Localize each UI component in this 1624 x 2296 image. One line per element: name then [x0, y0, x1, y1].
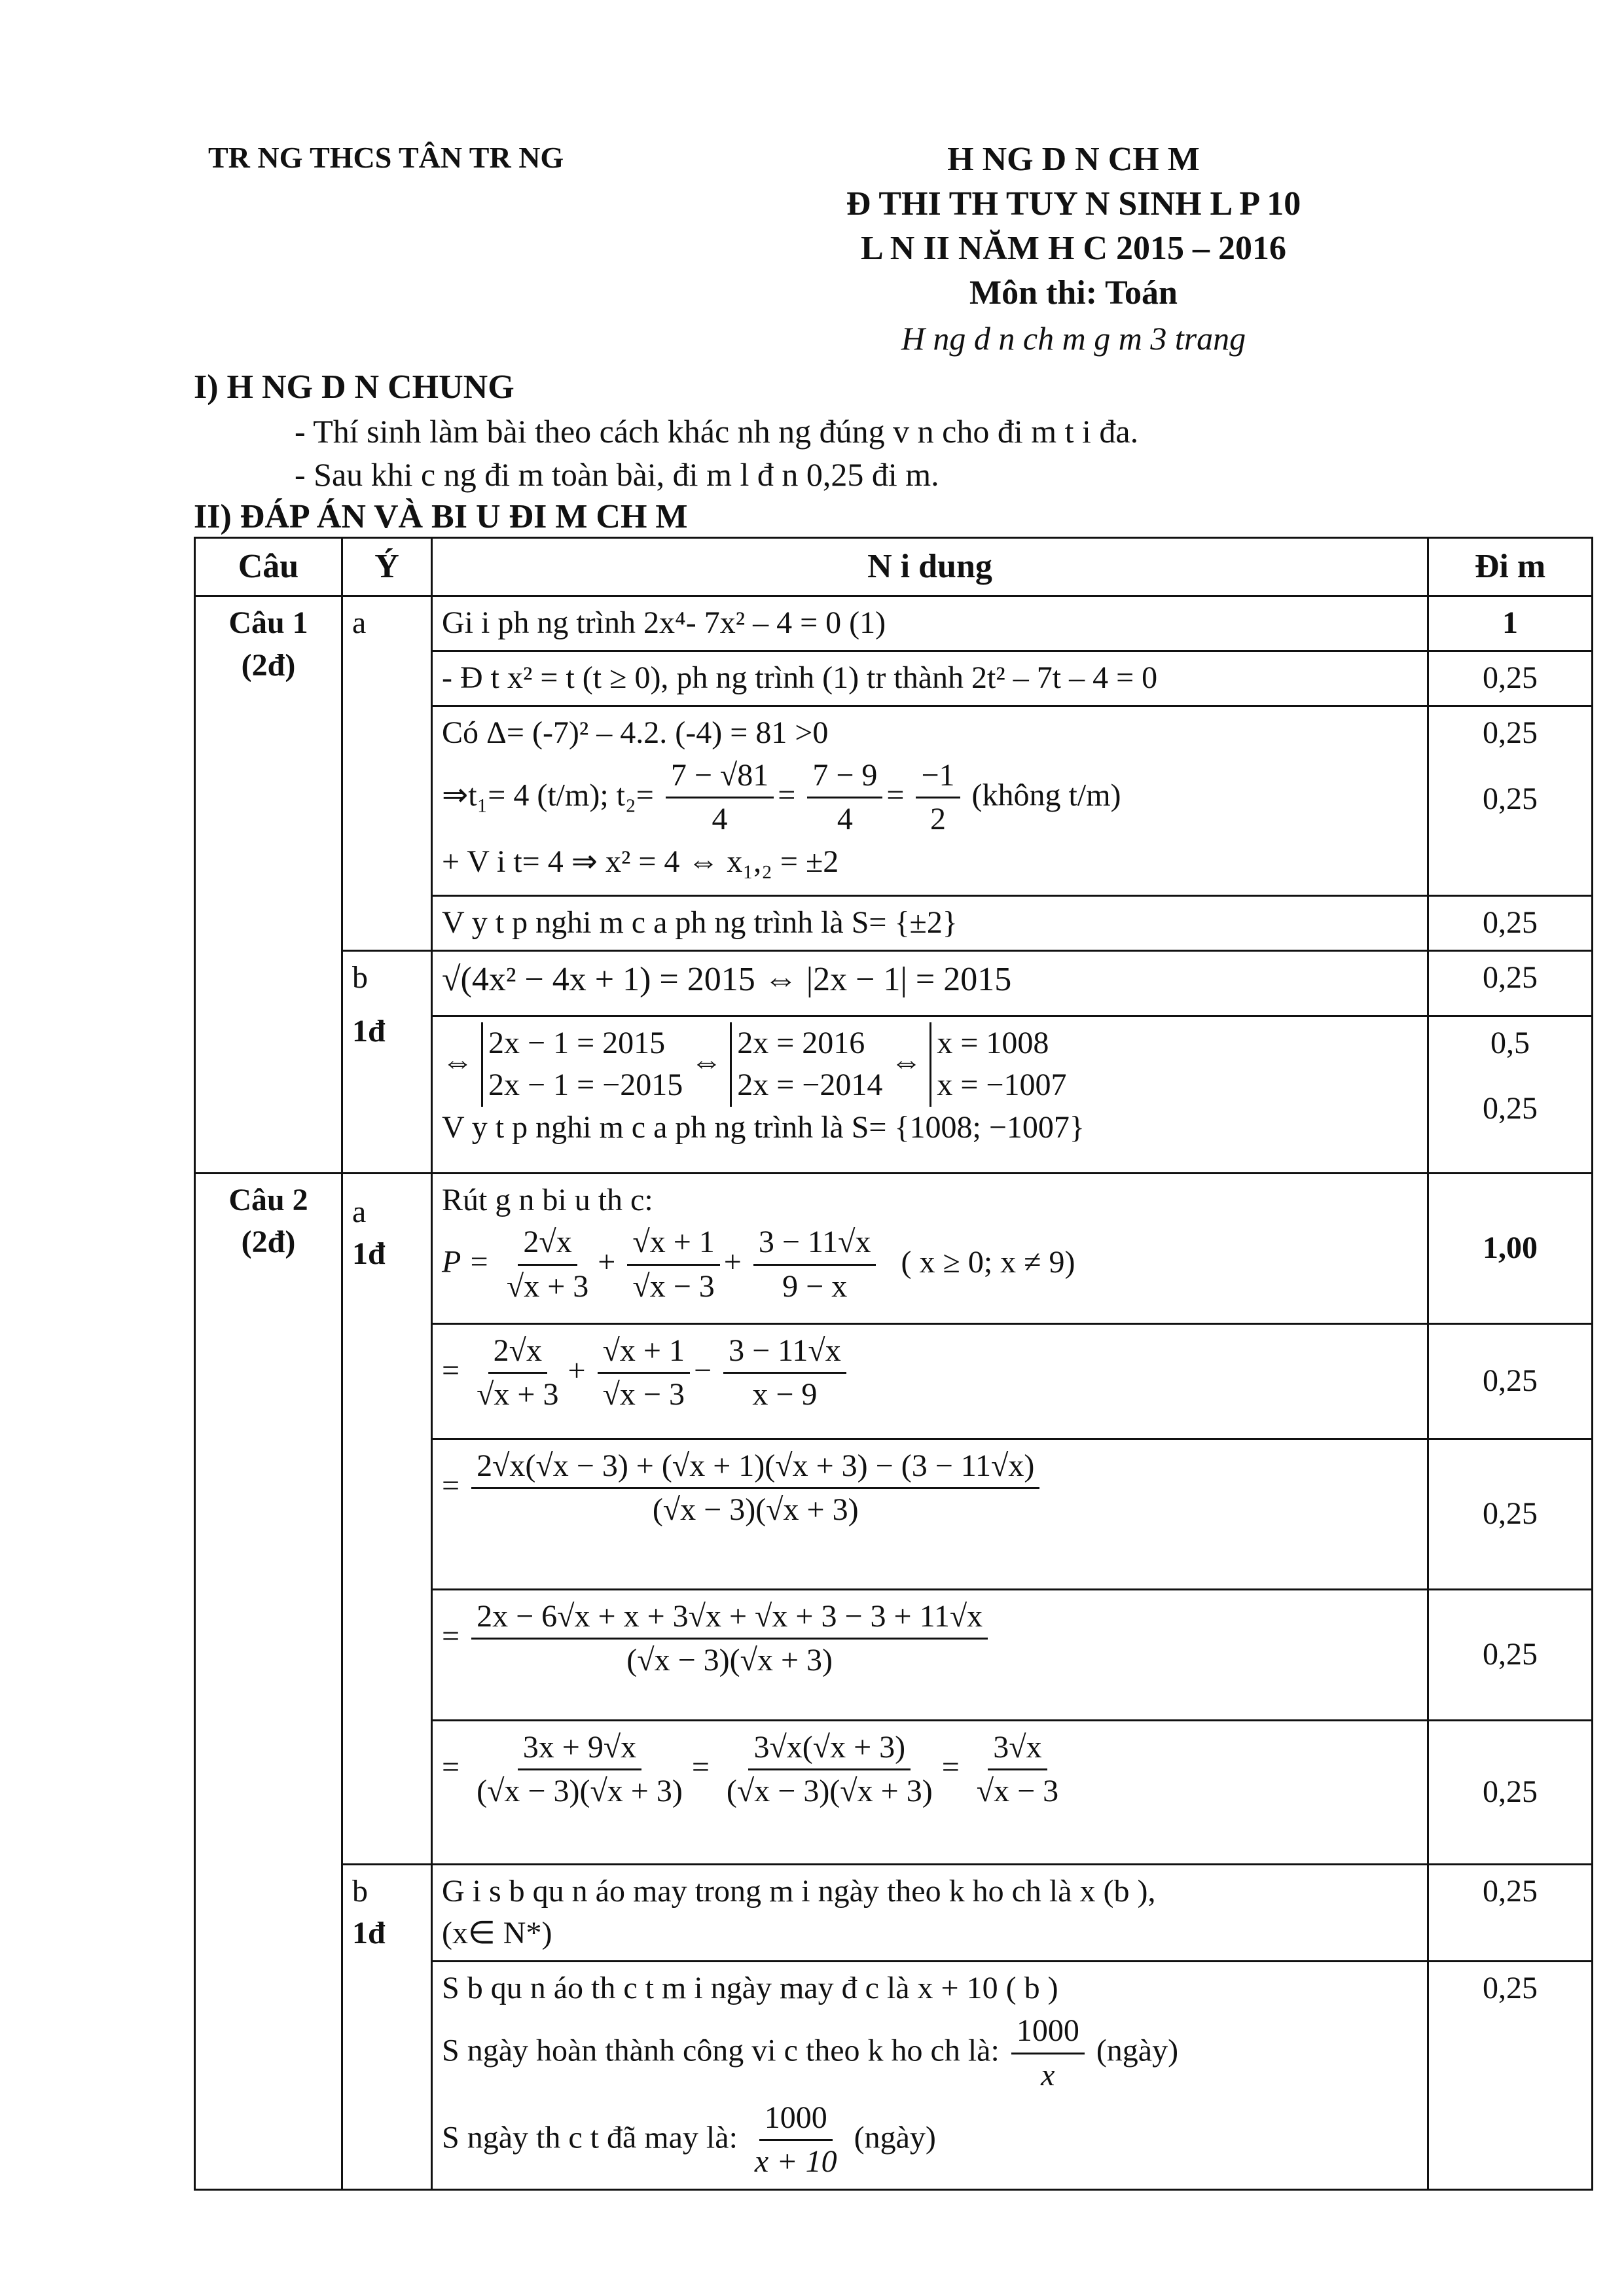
fraction [471, 1330, 564, 1417]
unit-days: (ngày) [1096, 2033, 1179, 2068]
row-points: 0,25 [1428, 950, 1593, 1016]
denominator: x [1041, 2057, 1055, 2092]
points-value: 0,5 [1490, 1025, 1530, 1060]
denominator: x − 9 [752, 1377, 818, 1412]
row-content [432, 1439, 1428, 1589]
delta-line: Có Δ= (-7)² – 4.2. (-4) = 81 >0 [442, 715, 829, 750]
row-content [432, 1173, 1428, 1323]
row-content [432, 1016, 1428, 1173]
table-row [195, 596, 1593, 651]
points-value: 0,25 [1483, 781, 1538, 816]
numerator: 2x − 6√x + x + 3√x + √x + 3 − 3 + 11√x [471, 1596, 988, 1640]
unit-days: (ngày) [854, 2119, 936, 2155]
row-content: Gi i ph ng trình 2x⁴- 7x² – 4 = 0 (1) [432, 596, 1428, 651]
actual-per-day-line: S b qu n áo th c t m i ngày may đ c là x + 10 ( b ) [442, 1971, 1058, 2006]
row-content: - Đ t x² = t (t ≥ 0), ph ng trình (1) tr thành 2t² – 7t – 4 = 0 [432, 651, 1428, 706]
numerator: 3x + 9√x [518, 1727, 641, 1771]
cau-1-label: Câu 1 [228, 605, 308, 641]
numerator: 1000 [1011, 2010, 1085, 2054]
row-points: 0,25 [1428, 1864, 1593, 1962]
table-row [195, 1173, 1593, 1323]
table-row [195, 1864, 1593, 1962]
header-noi-dung: N i dung [432, 538, 1428, 596]
numerator: 7 − 9 [807, 755, 882, 799]
cau-1-y-b [342, 950, 432, 1173]
fraction [749, 2097, 842, 2184]
fraction [471, 1596, 988, 1683]
fraction [721, 1727, 938, 1814]
roots-prefix: ⇒t₁= 4 (t/m); t₂= [442, 777, 654, 812]
denominator: √x + 3 [506, 1269, 589, 1304]
solution-set-line: V y t p nghi m c a ph ng trình là S= {1008; −1007} [442, 1110, 1085, 1145]
row-content [432, 1962, 1428, 2190]
row-content [432, 1589, 1428, 1720]
cau-1-y-a: a [342, 596, 432, 950]
denominator: x + 10 [754, 2144, 837, 2179]
row-points: 0,25 [1428, 895, 1593, 950]
row-points [1428, 706, 1593, 895]
denominator: 4 [837, 802, 853, 837]
row-points: 1 [1428, 596, 1593, 651]
header-cau: Câu [195, 538, 342, 596]
numerator: 3√x(√x + 3) [748, 1727, 911, 1771]
case-line: 2x − 1 = 2015 [488, 1025, 666, 1060]
fraction [666, 755, 774, 842]
actual-days-text: S ngày th c t đã may là: [442, 2119, 738, 2155]
row-content [432, 1864, 1428, 1962]
denominator: (√x − 3)(√x + 3) [652, 1492, 859, 1528]
fraction [471, 1727, 688, 1814]
case-line: 2x = 2016 [737, 1025, 865, 1060]
row-content: √(4x² − 4x + 1) = 2015 ⇔ |2x − 1| = 2015 [432, 950, 1428, 1016]
planned-days-line [442, 2010, 1418, 2097]
denominator: √x − 3 [632, 1269, 715, 1304]
denominator: √x + 3 [477, 1377, 559, 1412]
header-diem: Đi m [1428, 538, 1593, 596]
row-points: 0,25 [1428, 1720, 1593, 1864]
denominator: (√x − 3)(√x + 3) [626, 1643, 833, 1678]
fraction [627, 1221, 719, 1308]
step-expression: = $\frac{3x + 9√x}{(√x - 3)(√x + 3)}$ = $\frac{3√x(√x + 3)}{(√x - 3)(√x + 3)}$ = $\frac{3√x}{√x - 3}$ [442, 1727, 1418, 1814]
cau-2-cell [195, 1173, 342, 2190]
y-label: b [352, 1873, 368, 1909]
cau-1-cell [195, 596, 342, 1173]
row-content [432, 1323, 1428, 1439]
general-note-2: - Sau khi c ng đi m toàn bài, đi m l đ n 0,25 đi m. [295, 456, 939, 493]
numerator: 7 − √81 [666, 755, 774, 799]
doc-title: H NG D N CH M [947, 141, 1200, 178]
numerator: 2√x [488, 1330, 547, 1374]
school-name: TR NG THCS TÂN TR NG [208, 141, 564, 174]
condition-line: (x∈ N*) [442, 1916, 552, 1951]
case-system: ⇔ 2x − 1 = 2015 2x − 1 = −2015 ⇔ 2x = 2016 2x = −2014 ⇔ x = 1008 x = −1007 [442, 1022, 1418, 1107]
fraction [916, 755, 960, 842]
exam-title: Đ THI TH TUY N SINH L P 10 [846, 185, 1301, 223]
points-value: 0,25 [1483, 715, 1538, 750]
cau-2-points: (2đ) [241, 1225, 296, 1260]
fraction [471, 1445, 1039, 1532]
planned-days-text: S ngày hoàn thành công vi c theo k ho ch là: [442, 2033, 1000, 2068]
points-value: 0,25 [1483, 1091, 1538, 1126]
denominator: √x − 3 [976, 1774, 1059, 1809]
numerator: 3 − 11√x [753, 1221, 876, 1266]
general-note-1: - Thí sinh làm bài theo cách khác nh ng đúng v n cho đi m t i đa. [295, 413, 1139, 450]
fraction [807, 755, 882, 842]
row-points: 0,25 [1428, 651, 1593, 706]
condition: ( x ≥ 0; x ≠ 9) [901, 1244, 1075, 1280]
roots-suffix: (không t/m) [971, 777, 1121, 812]
actual-days-line [442, 2097, 1418, 2184]
subject: Môn thi: Toán [969, 274, 1178, 312]
numerator: 2√x [518, 1221, 577, 1266]
p-label: P = [442, 1244, 490, 1280]
numerator: 2√x(√x − 3) + (√x + 1)(√x + 3) − (3 − 11√x) [471, 1445, 1039, 1490]
cau-2-y-b [342, 1864, 432, 2190]
case-line: x = 1008 [937, 1025, 1049, 1060]
case-line: x = −1007 [937, 1067, 1067, 1103]
general-guide-title: I) H NG D N CHUNG [194, 368, 514, 406]
row-points: 0,25 [1428, 1589, 1593, 1720]
page-count: H ng d n ch m g m 3 trang [901, 320, 1246, 357]
fraction [753, 1221, 876, 1308]
numerator: −1 [916, 755, 960, 799]
case-line: 2x − 1 = −2015 [488, 1067, 683, 1103]
solution-line: + V i t= 4 ⇒ x² = 4 ⇔ x₁,₂ = ±2 [442, 844, 839, 880]
roots-line: ⇒t₁= 4 (t/m); t₂= $\frac{7 - √81}{4}$ = $\frac{7 - 9}{4}$ = $\frac{-1}{2}$ (không t/m) [442, 755, 1418, 842]
row-content [432, 706, 1428, 895]
row-points: 0,25 [1428, 1323, 1593, 1439]
numerator: √x + 1 [598, 1330, 690, 1374]
row-points: 0,25 [1428, 1962, 1593, 2190]
y-label: a [352, 1194, 367, 1229]
step-expression: = $\frac{2√x}{√x + 3}$ + $\frac{√x + 1}{√x - 3}$ − $\frac{3 - 11√x}{x - 9}$ [442, 1330, 1418, 1417]
header-y: Ý [342, 538, 432, 596]
cau-1-points: (2đ) [241, 647, 296, 683]
row-points: 0,25 [1428, 1439, 1593, 1589]
step-expression: = $\frac{2√x(√x - 3) + (√x + 1)(√x + 3) - (3 - 11√x)}{(√x - 3)(√x + 3)}$ [442, 1445, 1418, 1532]
numerator: 1000 [759, 2097, 833, 2142]
case-line: 2x = −2014 [737, 1067, 883, 1103]
table-row [195, 950, 1593, 1016]
simplify-title: Rút g n bi u th c: [442, 1182, 653, 1217]
denominator: (√x − 3)(√x + 3) [477, 1774, 683, 1809]
fraction [1011, 2010, 1085, 2097]
denominator: (√x − 3)(√x + 3) [726, 1774, 933, 1809]
fraction [723, 1330, 846, 1417]
denominator: 4 [712, 802, 728, 837]
y-points: 1đ [352, 1014, 386, 1049]
assumption-line: G i s b qu n áo may trong m i ngày theo k ho ch là x (b ), [442, 1873, 1156, 1909]
numerator: 3√x [988, 1727, 1047, 1771]
step-expression: = $\frac{2x - 6√x + x + 3√x + √x + 3 - 3 + 11√x}{(√x - 3)(√x + 3)}$ [442, 1596, 1418, 1683]
exam-round: L N II NĂM H C 2015 – 2016 [860, 230, 1287, 267]
fraction [501, 1221, 594, 1308]
cau-2-y-a [342, 1173, 432, 1864]
y-points: 1đ [352, 1236, 386, 1272]
cau-2-label: Câu 2 [228, 1182, 308, 1217]
answer-table [194, 537, 1593, 2191]
denominator: 9 − x [782, 1269, 848, 1304]
expression-p: P = $\frac{2√x}{√x + 3}$ + $\frac{√x + 1}{√x - 3}$ + $\frac{3 - 11√x}{9 - x}$ ( x ≥ 0; x ≠ 9) [442, 1221, 1418, 1308]
row-points: 1,00 [1428, 1173, 1593, 1323]
numerator: 3 − 11√x [723, 1330, 846, 1374]
row-content: V y t p nghi m c a ph ng trình là S= {±2} [432, 895, 1428, 950]
denominator: 2 [930, 802, 946, 837]
numerator: √x + 1 [627, 1221, 719, 1266]
denominator: √x − 3 [602, 1377, 685, 1412]
answer-key-title: II) ĐÁP ÁN VÀ BI U ĐI M CH M [194, 498, 688, 535]
y-label: b [352, 960, 368, 995]
y-points: 1đ [352, 1916, 386, 1951]
fraction [971, 1727, 1064, 1814]
table-header-row [195, 538, 1593, 596]
row-content [432, 1720, 1428, 1864]
row-points [1428, 1016, 1593, 1173]
fraction [598, 1330, 690, 1417]
